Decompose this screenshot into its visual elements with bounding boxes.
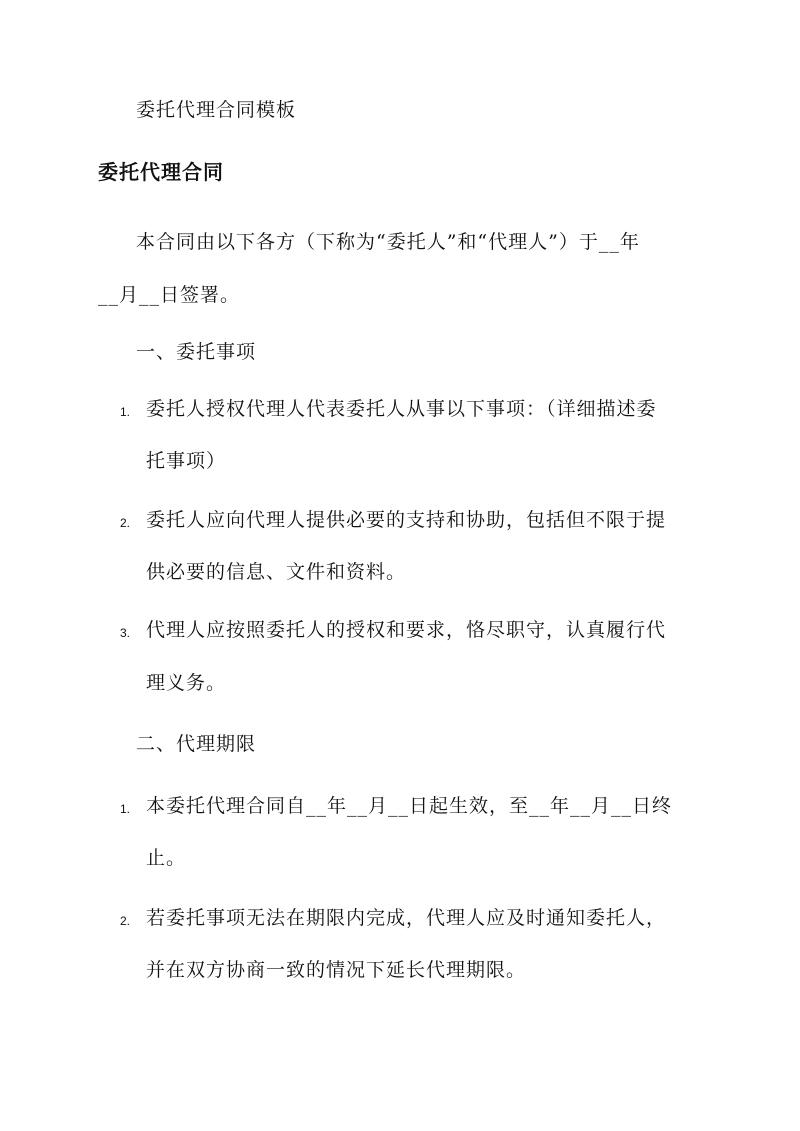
list-item-text: 代理人应按照委托人的授权和要求，恪尽职守，认真履行代 (146, 619, 667, 641)
list-item-text-cont: 托事项） (146, 450, 227, 472)
document-title: 委托代理合同模板 (136, 99, 297, 121)
list-item-text-cont: 并在双方协商一致的情况下延长代理期限。 (146, 959, 527, 981)
list-number: 1. (120, 802, 131, 816)
list-item-text: 本委托代理合同自__年__月__日起生效，至__年__月__日终 (146, 795, 673, 817)
intro-line-2: __月__日签署。 (98, 284, 241, 306)
list-number: 2. (120, 914, 131, 928)
section-title-1: 一、委托事项 (136, 341, 257, 363)
list-number: 1. (120, 405, 131, 419)
contract-heading: 委托代理合同 (98, 160, 224, 184)
list-item-text: 委托人应向代理人提供必要的支持和协助，包括但不限于提 (146, 509, 667, 531)
intro-line-1: 本合同由以下各方（下称为“委托人”和“代理人”）于__年 (136, 231, 640, 253)
section-title-2: 二、代理期限 (136, 733, 257, 755)
list-item-text-cont: 供必要的信息、文件和资料。 (146, 561, 407, 583)
list-number: 3. (120, 626, 131, 640)
list-item-text-cont: 理义务。 (146, 672, 227, 694)
list-number: 2. (120, 516, 131, 530)
list-item-text: 若委托事项无法在期限内完成，代理人应及时通知委托人， (146, 907, 667, 929)
list-item-text-cont: 止。 (146, 847, 187, 869)
list-item-text: 委托人授权代理人代表委托人从事以下事项：（详细描述委 (146, 398, 657, 420)
